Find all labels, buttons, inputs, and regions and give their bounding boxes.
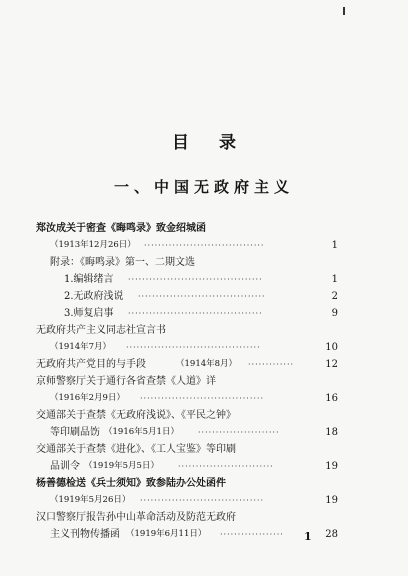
toc-entry-page: 12 <box>325 359 338 370</box>
toc-entry-title: 品训令 <box>50 461 80 472</box>
toc-entry-date: （1914年7月） <box>50 342 112 352</box>
leader-dots: ··························· <box>178 462 274 471</box>
toc-entry <box>36 322 328 339</box>
toc-entry-title: 2.无政府浅说 <box>64 291 124 302</box>
toc-entry-page: 1 <box>331 274 338 285</box>
toc-entry <box>36 254 328 271</box>
toc-entry <box>36 441 328 458</box>
toc-entry <box>36 356 338 373</box>
toc-entry-title: 交通部关于查禁《无政府浅说》、《平民之钟》 <box>36 410 236 421</box>
toc-entry-page: 10 <box>325 342 338 353</box>
toc-entry-title: 主义刊物传播函 <box>50 529 120 540</box>
toc-entry-page: 1 <box>331 240 338 251</box>
toc-entry <box>36 492 338 509</box>
toc-entry <box>36 526 338 543</box>
leader-dots: ·································· <box>144 241 265 250</box>
toc-entry-title: 杨善德检送《兵士须知》致参陆办公处函件 <box>36 478 226 489</box>
page-number: 1 <box>304 530 312 543</box>
toc-entry <box>36 220 328 237</box>
leader-dots: ·················· <box>220 530 284 539</box>
toc-entry <box>36 237 338 254</box>
toc-entry-title: 1.编辑绪言 <box>64 274 114 285</box>
toc-entry-title: 郑汝成关于密查《晦鸣录》致金绍城函 <box>36 223 206 234</box>
leader-dots: ··································· <box>140 496 265 505</box>
scan-mark <box>343 7 345 15</box>
toc-entry <box>36 271 338 288</box>
leader-dots: ············· <box>248 360 295 369</box>
toc-entry <box>36 288 338 305</box>
toc-entry <box>36 373 328 390</box>
toc-entry <box>36 424 338 441</box>
leader-dots: ···································· <box>138 292 266 301</box>
toc-entry <box>36 339 338 356</box>
toc-entry-page: 19 <box>325 461 338 472</box>
toc-entry-title: 无政府共产党目的与手段 <box>36 359 146 370</box>
toc-entry-title: 等印刷品饬 <box>50 427 100 438</box>
toc-entry-title: 京师警察厅关于通行各省查禁《人道》详 <box>36 376 216 387</box>
toc-entry-title: 交通部关于查禁《进化》、《工人宝鉴》等印刷 <box>36 444 236 455</box>
toc-entry-date: （1919年6月11日） <box>126 529 207 539</box>
toc-entry-date: （1916年2月9日） <box>50 393 125 403</box>
toc-entry-page: 28 <box>325 529 338 540</box>
leader-dots: ······································ <box>128 309 263 318</box>
toc-entry-page: 18 <box>325 427 338 438</box>
table-of-contents <box>36 220 338 543</box>
toc-entry <box>36 458 338 475</box>
leader-dots: ······································ <box>128 275 263 284</box>
toc-entry-date: （1919年5月26日） <box>50 495 131 505</box>
toc-entry <box>36 390 338 407</box>
toc-entry-title: 3.师复启事 <box>64 308 114 319</box>
leader-dots: ··································· <box>140 394 265 403</box>
toc-entry-page: 16 <box>325 393 338 404</box>
section-heading: 一、中国无政府主义 <box>113 178 294 196</box>
leader-dots: ······································ <box>126 343 261 352</box>
toc-entry-date: （1916年5月1日） <box>104 427 179 437</box>
toc-entry-page: 9 <box>331 308 338 319</box>
toc-entry <box>36 305 338 322</box>
toc-entry-title: 无政府共产主义同志社宣言书 <box>36 325 166 336</box>
toc-entry-date: （1914年8月） <box>176 359 238 369</box>
toc-entry-title: 附录：《晦鸣录》第一、二期文选 <box>50 257 195 268</box>
page-title: 目录 <box>172 133 266 153</box>
toc-entry <box>36 509 328 526</box>
leader-dots: ······················· <box>198 428 280 437</box>
toc-entry <box>36 475 328 492</box>
toc-entry <box>36 407 328 424</box>
toc-entry-page: 2 <box>331 291 338 302</box>
toc-entry-date: （1913年12月26日） <box>50 240 136 250</box>
toc-entry-title: 汉口警察厅报告孙中山革命活动及防范无政府 <box>36 512 236 523</box>
toc-entry-date: （1919年5月5日） <box>84 461 159 471</box>
toc-entry-page: 19 <box>325 495 338 506</box>
